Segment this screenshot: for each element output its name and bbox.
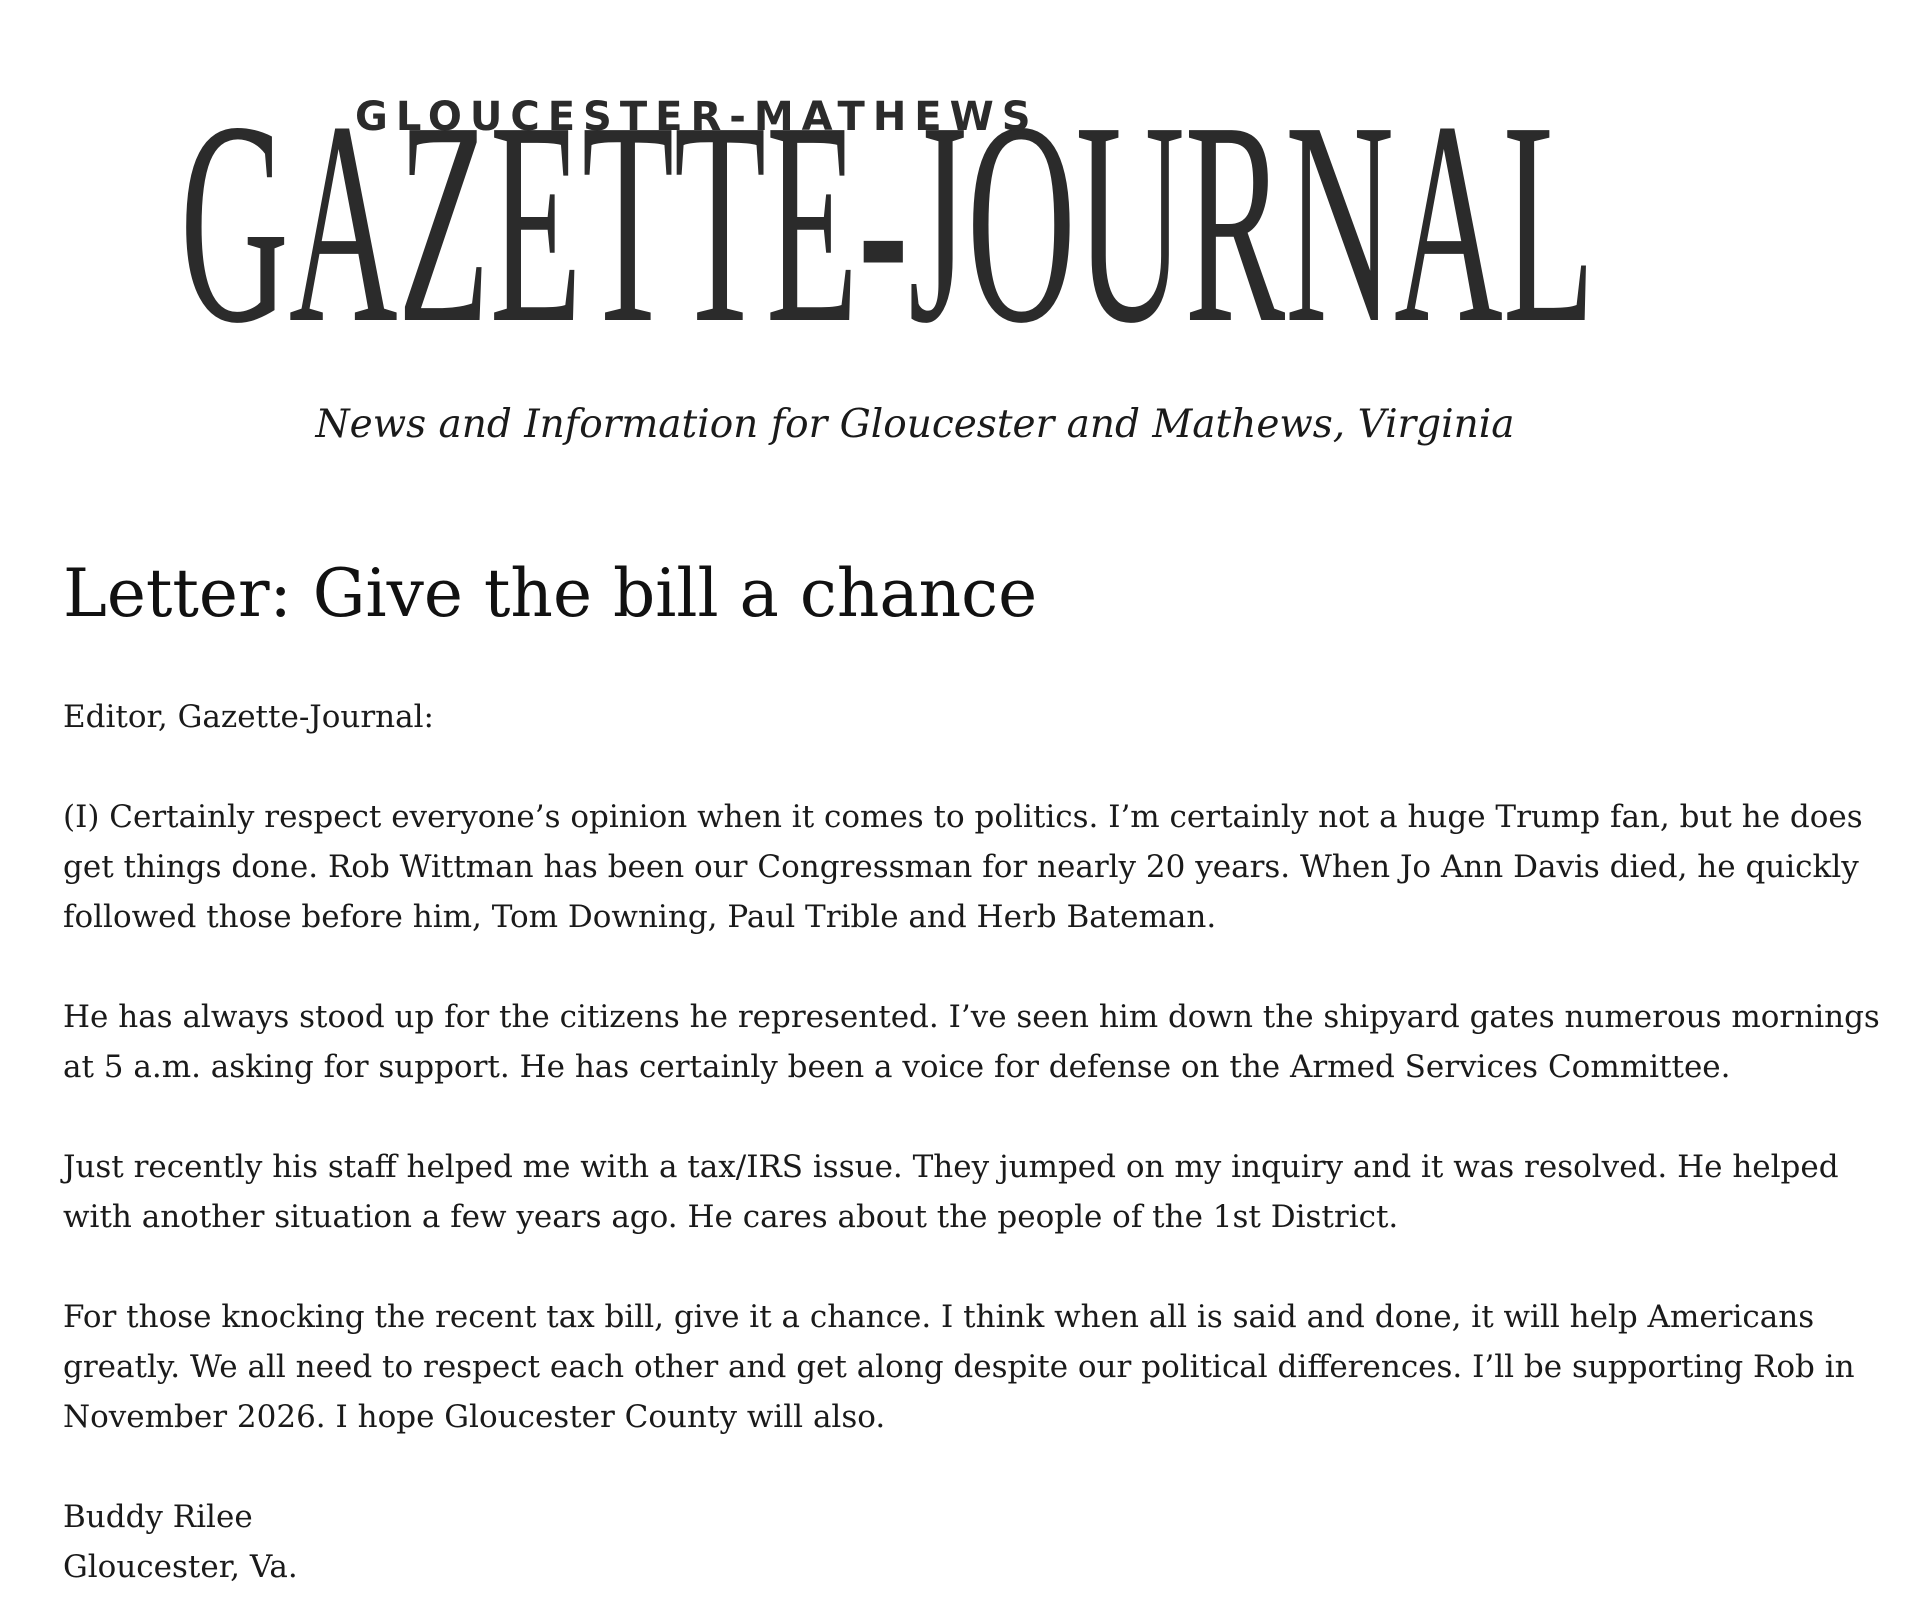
signature-name: Buddy Rilee <box>63 1499 253 1535</box>
article-body <box>63 692 1913 1592</box>
signature-location: Gloucester, Va. <box>63 1549 298 1585</box>
article-headline: Letter: Give the bill a chance <box>63 555 1038 632</box>
article <box>63 552 1913 1592</box>
logo-main-text: GAZETTE-JOURNAL <box>180 88 1595 338</box>
site-tagline: News and Information for Gloucester and Mathews, Virginia <box>315 402 1515 447</box>
paragraph-3: Just recently his staff helped me with a tax/IRS issue. They jumped on my inquiry and it was resolved. He helped with another situation a few years ago. He cares about the people of the 1st District. <box>63 1149 1839 1235</box>
logo-top-text: GLOUCESTER-MATHEWS <box>355 94 1039 140</box>
paragraph-4: For those knocking the recent tax bill, give it a chance. I think when all is said and done, it will help Americans greatly. We all need to respect each other and get along despite our political differences. I’ll be supporting Rob in November 2026. I hope Gloucester County will also. <box>63 1299 1855 1435</box>
newspaper-logo[interactable] <box>180 88 1600 338</box>
signature <box>63 1492 1913 1592</box>
salutation: Editor, Gazette-Journal: <box>63 699 434 735</box>
paragraph-2: He has always stood up for the citizens he represented. I’ve seen him down the shipyard gates numerous mornings at 5 a.m. asking for support. He has certainly been a voice for defense on the Armed Services Committee. <box>63 999 1880 1085</box>
paragraph-1: (I) Certainly respect everyone’s opinion when it comes to politics. I’m certainly not a huge Trump fan, but he does get things done. Rob Wittman has been our Congressman for nearly 20 years. When Jo Ann Davis died, he quickly followed those before him, Tom Downing, Paul Trible and Herb Bateman. <box>63 799 1863 935</box>
masthead <box>0 0 1920 500</box>
